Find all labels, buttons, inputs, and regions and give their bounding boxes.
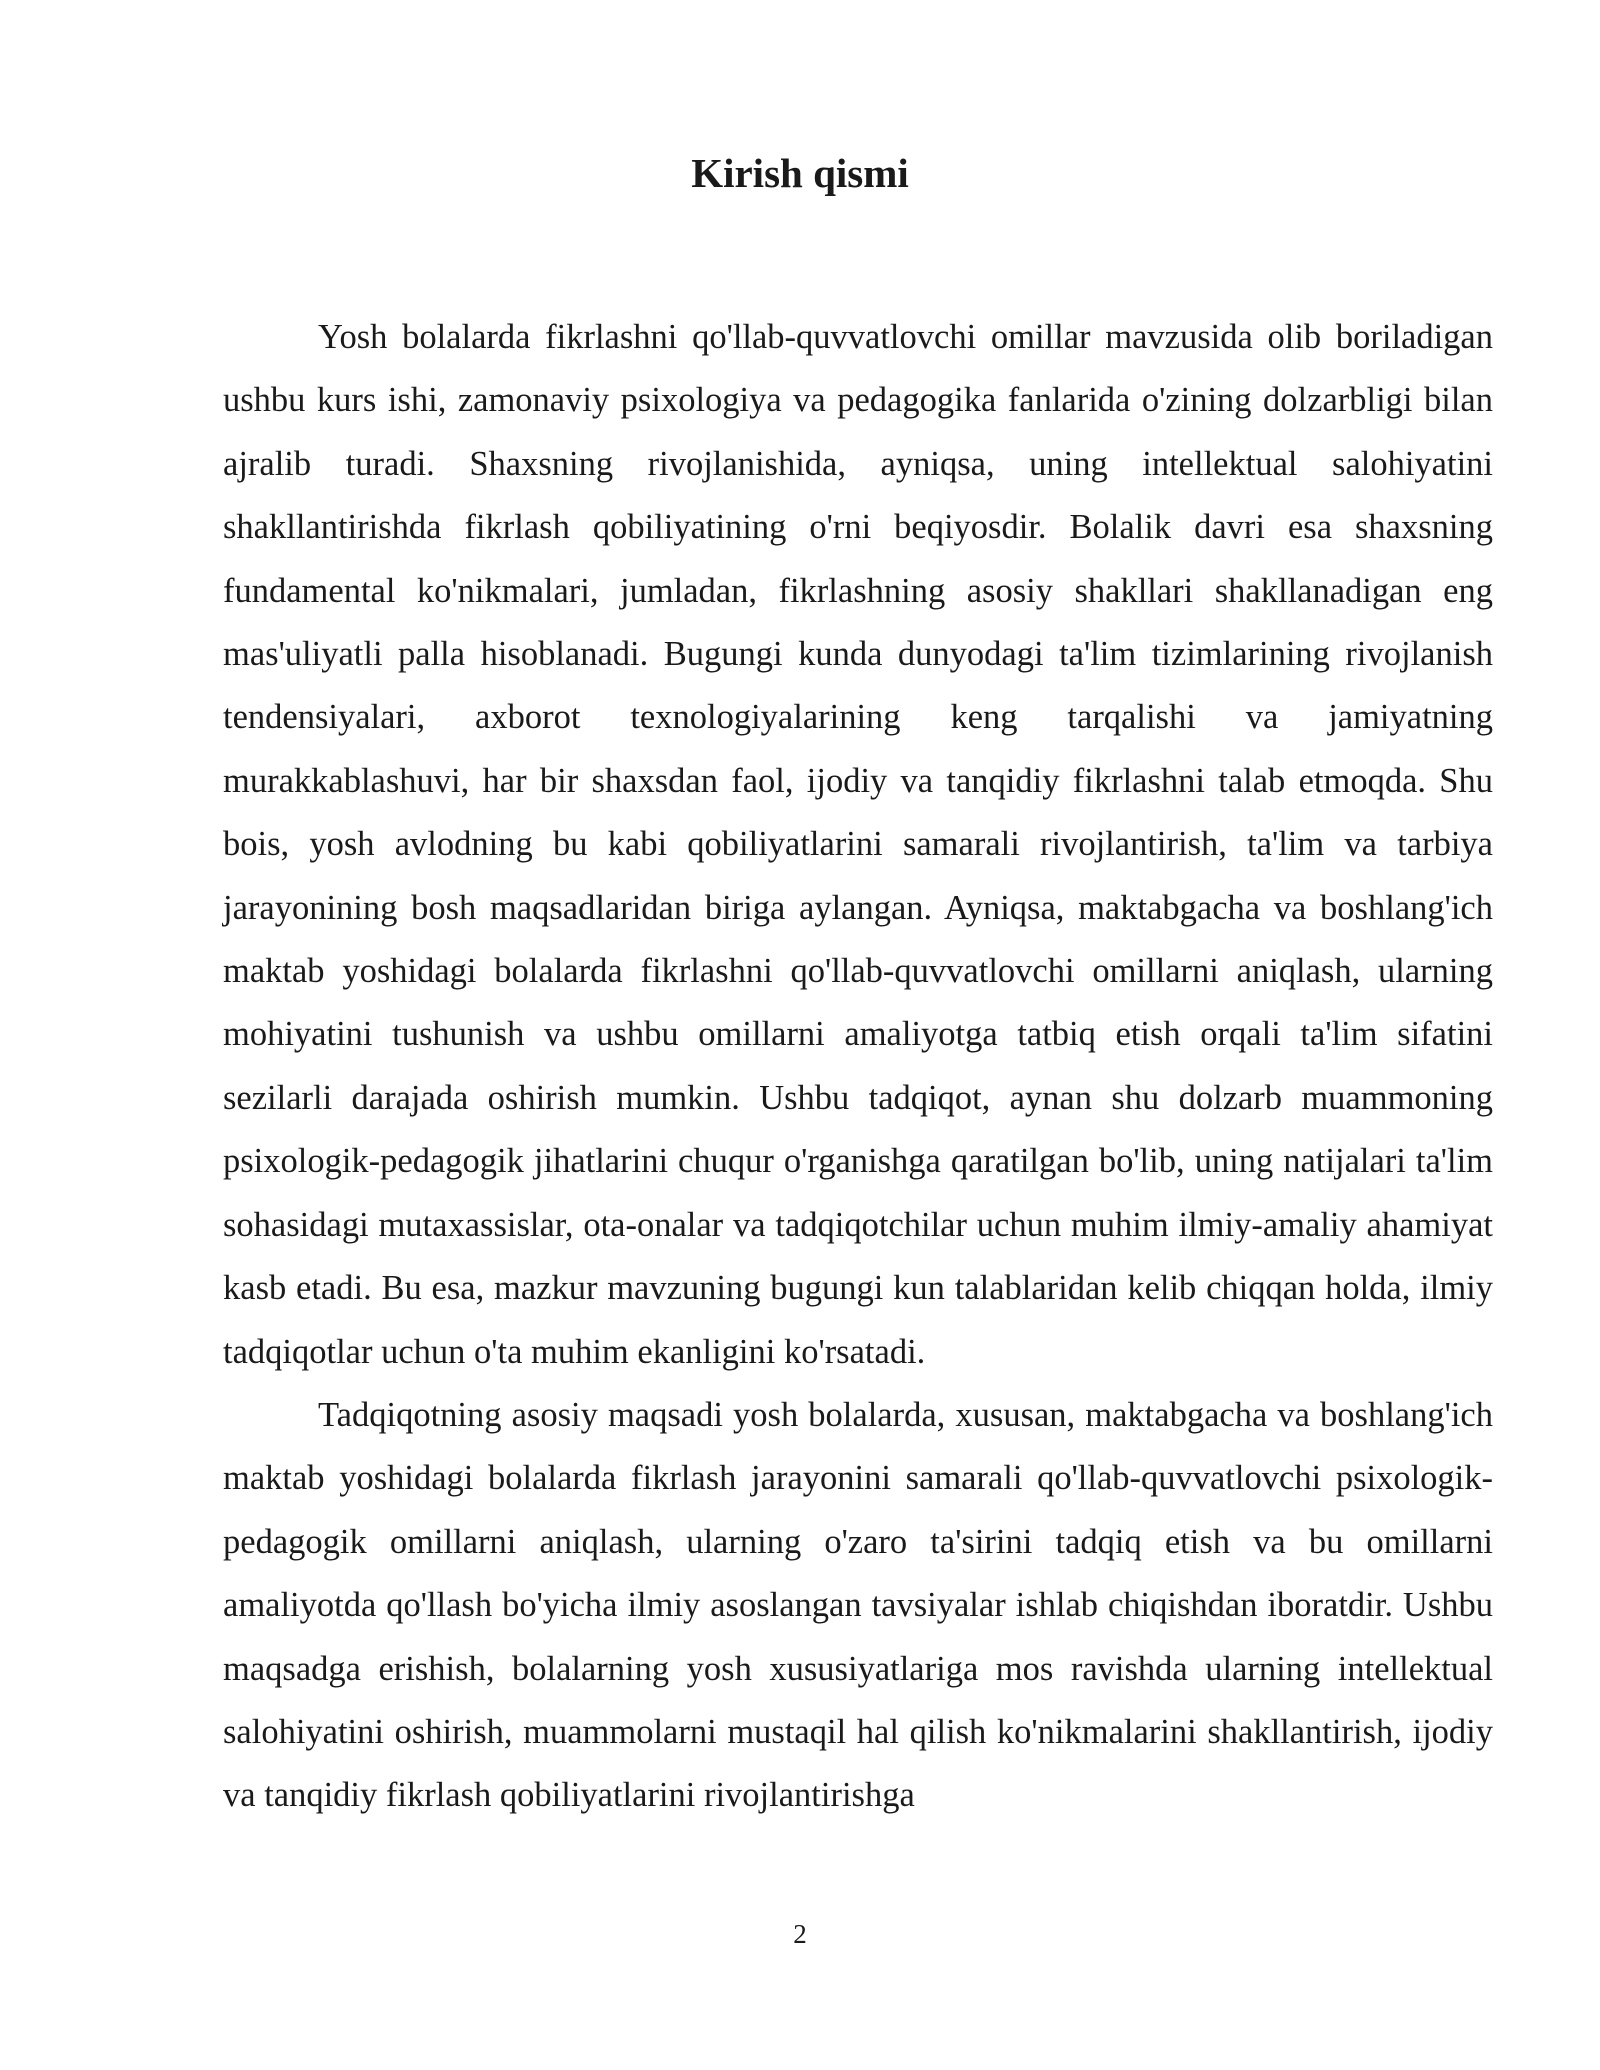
paragraph-introduction: Yosh bolalarda fikrlashni qo'llab-quvvatlovchi omillar mavzusida olib boriladigan ushbu kurs ishi, zamonaviy psixologiya va pedagogika fanlarida o'zining dolzarbligi bilan ajralib turadi. Shaxsning rivojlanishida, ayniqsa, uning intellektual salohiyatini shakllantirishda fikrlash qobiliyatining o'rni beqiyosdir. Bolalik davri esa shaxsning fundamental ko'nikmalari, jumladan, fikrlashning asosiy shakllari shakllanadigan eng mas'uliyatli palla hisoblanadi. Bugungi kunda dunyodagi ta'lim tizimlarining rivojlanish tendensiyalari, axborot texnologiyalarining keng tarqalishi va jamiyatning murakkablashuvi, har bir shaxsdan faol, ijodiy va tanqidiy fikrlashni talab etmoqda. Shu bois, yosh avlodning bu kabi qobiliyatlarini samarali rivojlantirish, ta'lim va tarbiya jarayonining bosh maqsadlaridan biriga aylangan. Ayniqsa, maktabgacha va boshlang'ich maktab yoshidagi bolalarda fikrlashni qo'llab-quvvatlovchi omillarni aniqlash, ularning mohiyatini tushunish va ushbu omillarni amaliyotga tatbiq etish orqali ta'lim sifatini sezilarli darajada oshirish mumkin. Ushbu tadqiqot, aynan shu dolzarb muammoning psixologik-pedagogik jihatlarini chuqur o'rganishga qaratilgan bo'lib, uning natijalari ta'lim sohasidagi mutaxassislar, ota-onalar va tadqiqotchilar uchun muhim ilmiy-amaliy ahamiyat kasb etadi. Bu esa, mazkur mavzuning bugungi kun talablaridan kelib chiqqan holda, ilmiy tadqiqotlar uchun o'ta muhim ekanligini ko'rsatadi. <box>223 318 1493 1371</box>
paragraph-research-goal: Tadqiqotning asosiy maqsadi yosh bolalarda, xususan, maktabgacha va boshlang'ich maktab yoshidagi bolalarda fikrlash jarayonini samarali qo'llab-quvvatlovchi psixologik-pedagogik omillarni aniqlash, ularning o'zaro ta'sirini tadqiq etish va bu omillarni amaliyotda qo'llash bo'yicha ilmiy asoslangan tavsiyalar ishlab chiqishdan iboratdir. Ushbu maqsadga erishish, bolalarning yosh xususiyatlariga mos ravishda ularning intellektual salohiyatini oshirish, muammolarni mustaqil hal qilish ko'nikmalarini shakllantirish, ijodiy va tanqidiy fikrlash qobiliyatlarini rivojlantirishga <box>223 1395 1493 1815</box>
body-text <box>223 306 1493 1828</box>
page-number: 2 <box>793 1919 807 1949</box>
page-title: Kirish qismi <box>691 150 909 196</box>
